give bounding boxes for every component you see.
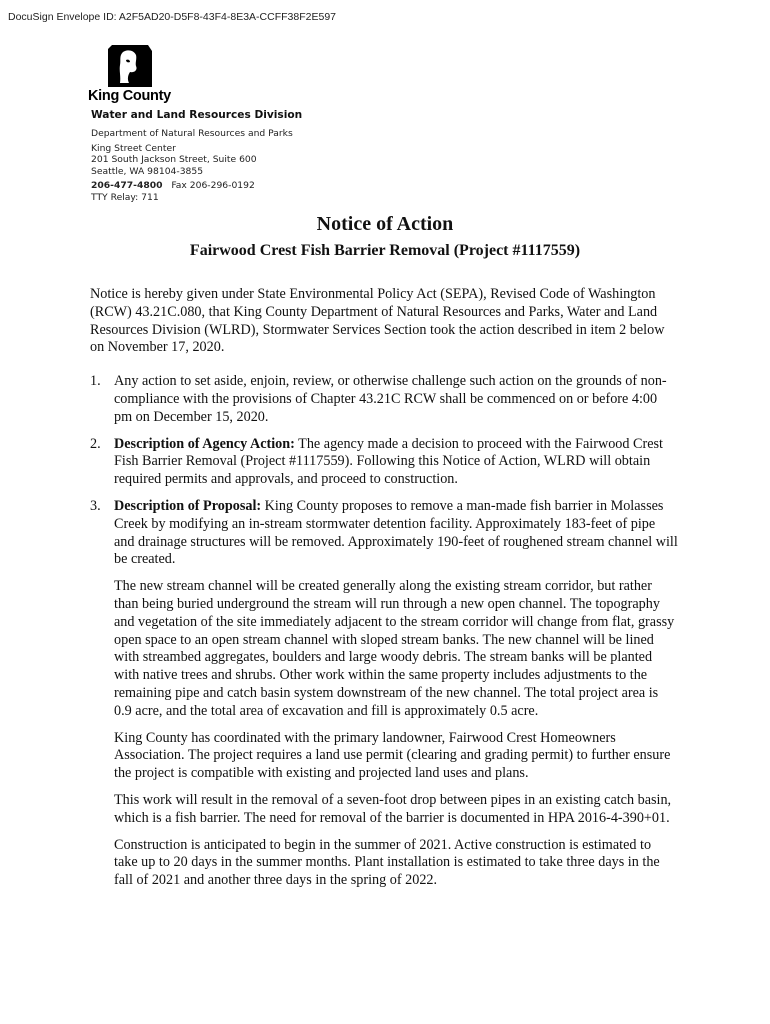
proposal-paragraph: King County has coordinated with the primary landowner, Fairwood Crest Homeowners Association. The project requires a land use permit (clearing and grading permit) to further ensure the project is compatible with existing and projected land uses and plans. — [114, 729, 671, 782]
letterhead-address — [91, 128, 293, 204]
notice-title: Notice of Action — [316, 213, 454, 235]
item-paragraph — [114, 436, 678, 489]
item-number: 3. — [90, 497, 101, 514]
item-number: 2. — [90, 435, 101, 452]
address-line: King Street Center — [91, 142, 176, 154]
item-text: Any action to set aside, enjoin, review, or otherwise challenge such action on the grounds of non-compliance with the provisions of Chapter 43.21C RCW shall be commenced on or before 4:00 pm on December 15, 2020. — [114, 373, 667, 425]
intro-paragraph: Notice is hereby given under State Environmental Policy Act (SEPA), Revised Code of Washington (RCW) 43.21C.080, that King County Department of Natural Resources and Parks, Water and Land Resources Division (WLRD), Stormwater Services Section took the action described in item 2 below on November 17, 2020. — [90, 286, 665, 356]
item-text: King County proposes to remove a man-made fish barrier in Molasses Creek by modifying an in-stream stormwater detention facility. Approximately 183-feet of pipe and drainage structures will be removed. Approximately 190-feet of roughened stream channel will be created. — [114, 497, 678, 568]
item-paragraph — [114, 498, 678, 569]
list-item — [90, 436, 678, 489]
division-name: Water and Land Resources Division — [91, 109, 303, 121]
proposal-paragraph: This work will result in the removal of a seven-foot drop between pipes in an existing catch basin, which is a fish barrier. The need for removal of the barrier is documented in HPA 2016-4-390+01. — [114, 791, 672, 826]
item-number: 1. — [90, 373, 101, 390]
address-line: 201 South Jackson Street, Suite 600 — [91, 154, 257, 166]
fax-number: Fax 206-296-0192 — [171, 180, 255, 192]
phone-number: 206-477-4800 — [91, 180, 163, 192]
item-label: Description of Agency Action: — [114, 435, 295, 452]
king-county-logo — [88, 43, 178, 104]
king-county-logo-icon — [108, 43, 154, 87]
tty-relay: TTY Relay: 711 — [91, 191, 159, 203]
notice-subtitle: Fairwood Crest Fish Barrier Removal (Project #1117559) — [189, 242, 581, 259]
item-label: Description of Proposal: — [114, 497, 262, 514]
proposal-paragraph: Construction is anticipated to begin in the summer of 2021. Active construction is estimated to take up to 20 days in the summer months. Plant installation is estimated to take three days in the fall of 2021 and another three days in the spring of 2022. — [114, 836, 660, 889]
list-item — [90, 373, 678, 426]
notice-body — [90, 286, 678, 899]
department-name: Department of Natural Resources and Parks — [91, 128, 293, 139]
contact-line — [91, 180, 293, 192]
address-line: Seattle, WA 98104-3855 — [91, 165, 204, 177]
logo-text: King County — [88, 88, 171, 104]
proposal-paragraph: The new stream channel will be created generally along the existing stream corridor, but rather than being buried underground the stream will run through a new open channel. The topography and vegetation of the site immediately adjacent to the stream corridor will change from flat, grassy open space to an open stream channel with sloped stream banks. The new channel will be lined with streambed aggregates, boulders and large woody debris. The stream banks will be planted with native trees and shrubs. Other work within the same property includes adjustments to the remaining pipe and catch basin system downstream of the new channel. The total project area is 0.9 acre, and the total area of excavation and fill is approximately 0.5 acre. — [114, 578, 675, 719]
item-text: The agency made a decision to proceed with the Fairwood Crest Fish Barrier Removal (Project #1117559). Following this Notice of Action, WLRD will obtain required permits and approvals, and proceed to construction. — [114, 435, 663, 488]
list-item — [90, 498, 678, 890]
envelope-id: DocuSign Envelope ID: A2F5AD20-D5F8-43F4-8E3A-CCFF38F2E597 — [8, 11, 336, 23]
